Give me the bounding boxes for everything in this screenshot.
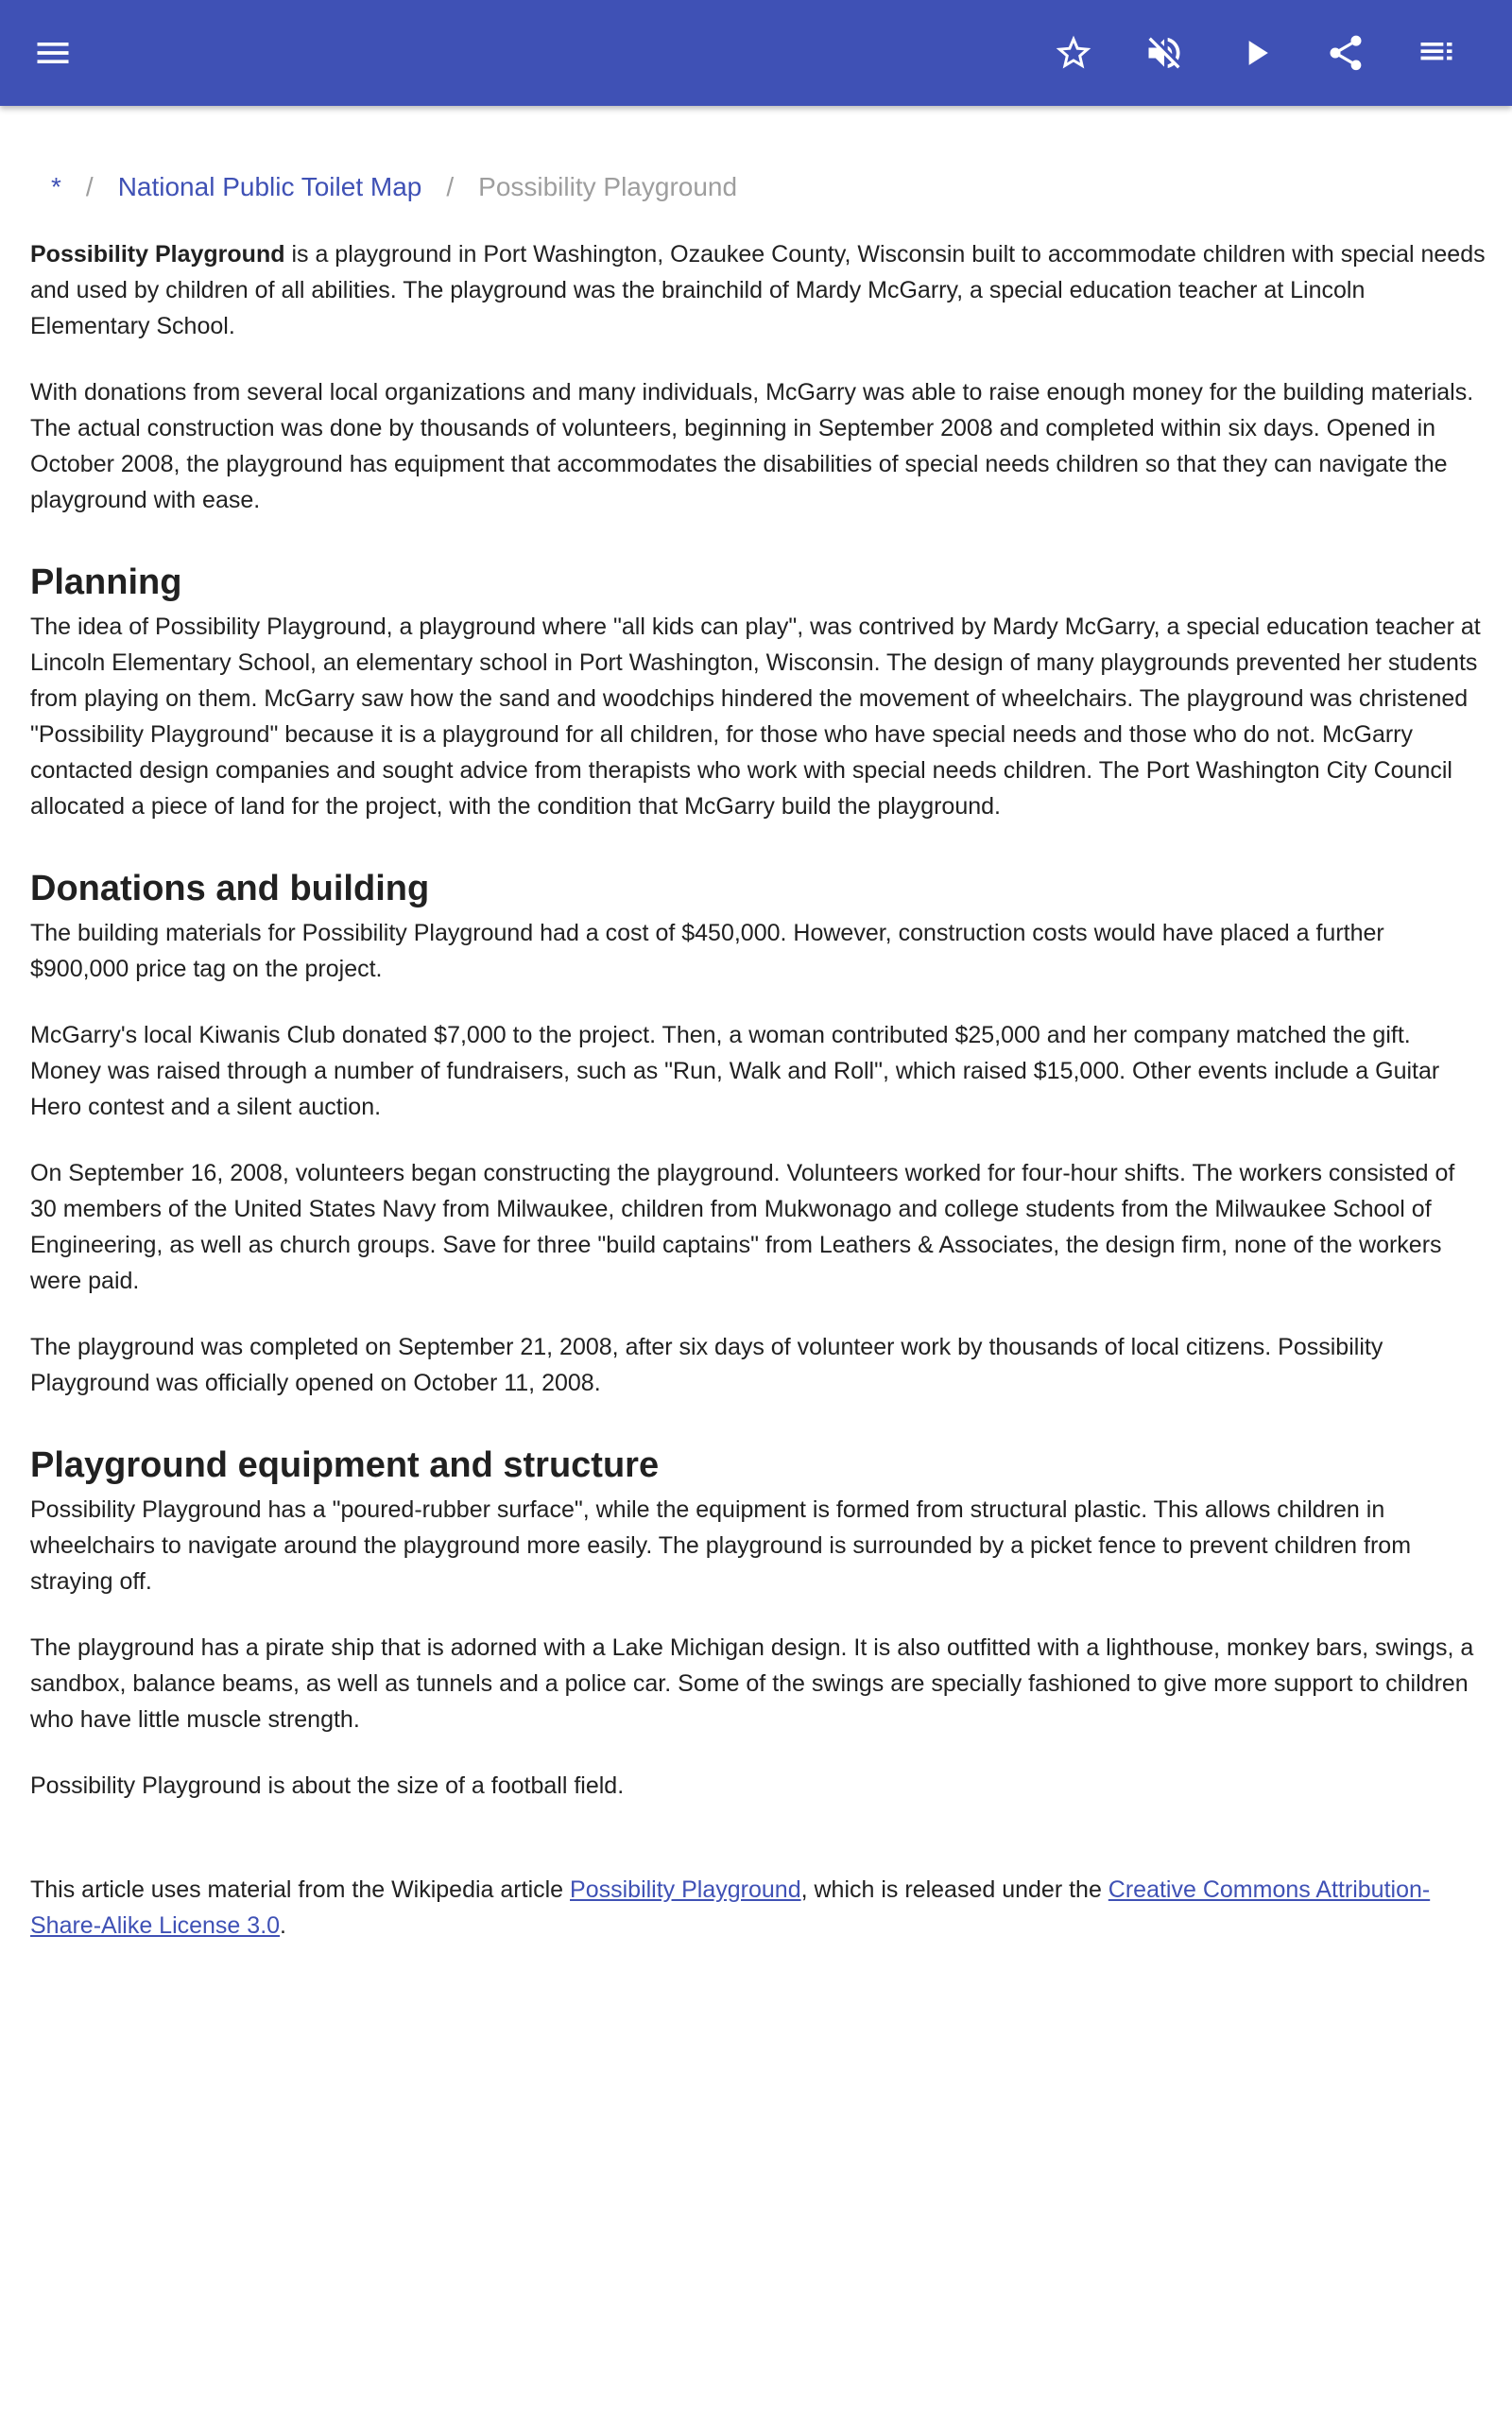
- article-subject: Possibility Playground: [30, 241, 285, 268]
- menu-icon[interactable]: [26, 26, 79, 79]
- breadcrumb-current: Possibility Playground: [478, 172, 738, 201]
- donations-paragraph-4: The playground was completed on September 21, 2008, after six days of volunteer work by thousands of local citizens. Possibility Playground was officially opened on October 11, 2008.: [30, 1334, 1383, 1396]
- intro-text: is a playground in Port Washington, Ozaukee County, Wisconsin built to accommodate children with special needs and used by children of all abilities. The playground was the brainchild of Mardy McGarry, a special education teacher at Lincoln Elementary School.: [30, 241, 1486, 339]
- wikipedia-article-link[interactable]: Possibility Playground: [570, 1876, 801, 1903]
- planning-paragraph: The idea of Possibility Playground, a playground where "all kids can play", was contrived by Mardy McGarry, a special education teacher at Lincoln Elementary School, an elementary school in Port Washington, Wisconsin. The design of many playgrounds prevented her students from playing on them. McGarry saw how the sand and woodchips hindered the movement of wheelchairs. The playground was christened "Possibility Playground" because it is a playground for all children, for those who have special needs and those who do not. McGarry contacted design companies and sought advice from therapists who work with special needs children. The Port Washington City Council allocated a piece of land for the project, with the condition that McGarry build the playground.: [30, 614, 1481, 820]
- attribution-suffix: .: [280, 1912, 286, 1939]
- playlist-icon[interactable]: [1410, 26, 1463, 79]
- section-heading-equipment: Playground equipment and structure: [30, 1445, 660, 1485]
- article: [30, 106, 1486, 1974]
- share-icon[interactable]: [1319, 26, 1372, 79]
- breadcrumb-separator: /: [85, 172, 94, 201]
- license-link[interactable]: Creative Commons Attribution-Share-Alike License 3.0: [30, 1876, 1431, 1939]
- donations-paragraph-2: McGarry's local Kiwanis Club donated $7,000 to the project. Then, a woman contributed $25,000 and her company matched the gift. Money was raised through a number of fundraisers, such as "Run, Walk and Roll", which raised $15,000. Other events include a Guitar Hero contest and a silent auction.: [30, 1022, 1440, 1120]
- breadcrumb: [30, 168, 1486, 206]
- equipment-paragraph-2: The playground has a pirate ship that is adorned with a Lake Michigan design. It is also outfitted with a lighthouse, monkey bars, swings, a sandbox, balance beams, as well as tunnels and a police car. Some of the swings are specially fashioned to give more support to children who have little muscle strength.: [30, 1634, 1474, 1733]
- app-bar: [0, 0, 1512, 106]
- equipment-paragraph-3: Possibility Playground is about the size of a football field.: [30, 1772, 625, 1799]
- star-outline-icon[interactable]: [1047, 26, 1100, 79]
- attribution-prefix: This article uses material from the Wikipedia article: [30, 1876, 571, 1903]
- breadcrumb-parent-link[interactable]: National Public Toilet Map: [117, 172, 422, 201]
- volume-off-icon[interactable]: [1138, 26, 1191, 79]
- breadcrumb-home-link[interactable]: *: [51, 172, 61, 201]
- intro-paragraph-2: With donations from several local organizations and many individuals, McGarry was able to raise enough money for the building materials. The actual construction was done by thousands of volunteers, beginning in September 2008 and completed within six days. Opened in October 2008, the playground has equipment that accommodates the disabilities of special needs children so that they can navigate the playground with ease.: [30, 379, 1474, 513]
- breadcrumb-separator: /: [446, 172, 455, 201]
- equipment-paragraph-1: Possibility Playground has a "poured-rubber surface", while the equipment is formed from structural plastic. This allows children in wheelchairs to navigate around the playground more easily. The playground is surrounded by a picket fence to prevent children from straying off.: [30, 1496, 1412, 1595]
- donations-paragraph-1: The building materials for Possibility Playground had a cost of $450,000. However, construction costs would have placed a further $900,000 price tag on the project.: [30, 920, 1384, 982]
- play-icon[interactable]: [1229, 26, 1282, 79]
- attribution-middle: , which is released under the: [800, 1876, 1108, 1903]
- intro-paragraph: [30, 236, 1486, 344]
- donations-paragraph-3: On September 16, 2008, volunteers began constructing the playground. Volunteers worked for four-hour shifts. The workers consisted of 30 members of the United States Navy from Milwaukee, children from Mukwonago and college students from the Milwaukee School of Engineering, as well as church groups. Save for three "build captains" from Leathers & Associates, the design firm, none of the workers were paid.: [30, 1160, 1455, 1294]
- attribution-note: [30, 1872, 1486, 1944]
- section-heading-planning: Planning: [30, 562, 182, 602]
- section-heading-donations: Donations and building: [30, 869, 430, 908]
